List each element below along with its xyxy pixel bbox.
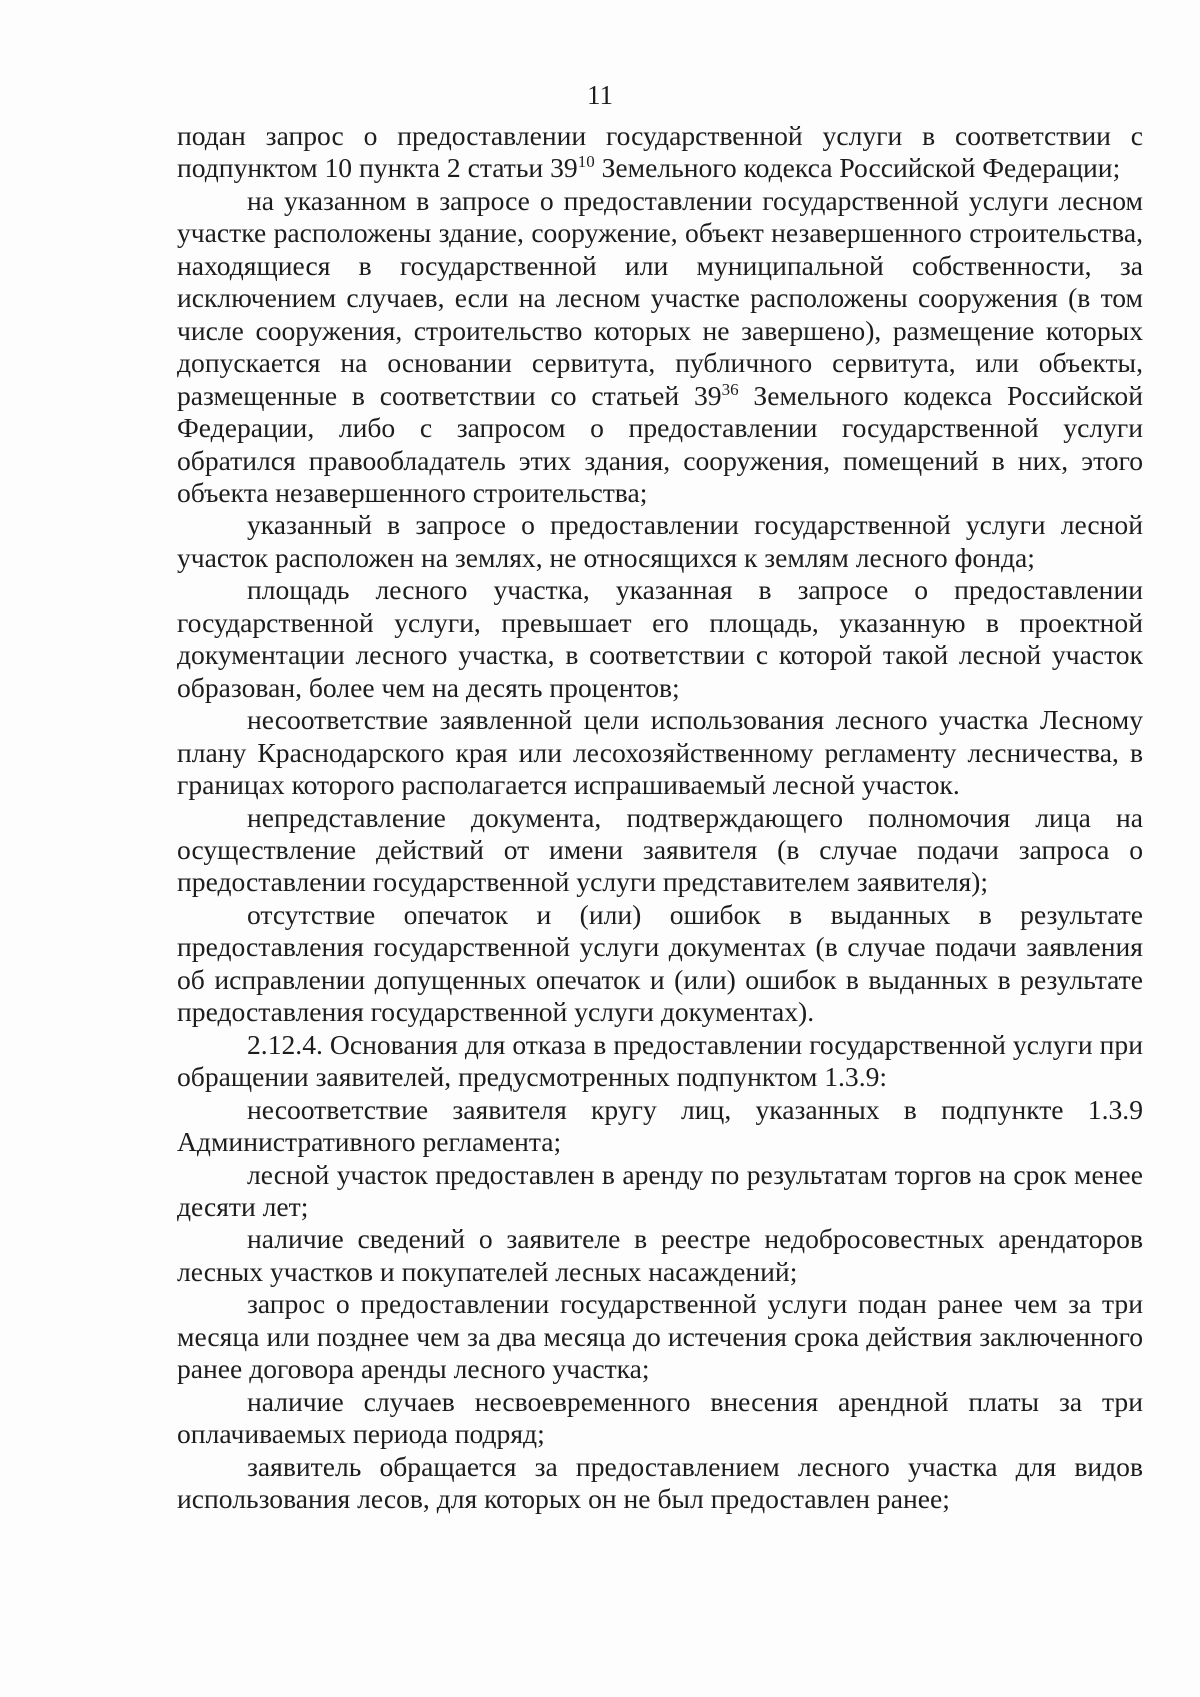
paragraph-text: площадь лесного участка, указанная в запросе о предоставлении государственной услуги, превышает его площадь, указанную в проектной документации лесного участка, в соответствии с которой такой лесной участок образован, более чем на десять процентов; bbox=[177, 574, 1143, 703]
document-body bbox=[177, 120, 1143, 1515]
paragraph-text: наличие сведений о заявителе в реестре недобросовестных арендаторов лесных участков и покупателей лесных насаждений; bbox=[177, 1223, 1143, 1287]
paragraph bbox=[177, 899, 1143, 1029]
paragraph-text: непредставление документа, подтверждающего полномочия лица на осуществление действий от имени заявителя (в случае подачи запроса о предоставлении государственной услуги представителем заявителя); bbox=[177, 801, 1143, 898]
paragraph-text: наличие случаев несвоевременного внесения арендной платы за три оплачиваемых периода подряд; bbox=[177, 1385, 1143, 1450]
paragraph bbox=[177, 185, 1143, 510]
paragraph bbox=[177, 1451, 1143, 1516]
paragraph bbox=[177, 509, 1143, 574]
paragraph bbox=[177, 802, 1143, 899]
section-paragraph bbox=[177, 1029, 1143, 1094]
superscript: 10 bbox=[577, 152, 595, 172]
paragraph bbox=[177, 1288, 1143, 1385]
superscript: 36 bbox=[721, 379, 739, 399]
paragraph-text: отсутствие опечаток и (или) ошибок в выданных в результате предоставления государственной услуги документах (в случае подачи заявления об исправлении допущенных опечаток и (или) ошибок в выданных в результате предоставления государственной услуги документах). bbox=[177, 898, 1143, 1028]
paragraph-text: несоответствие заявителя кругу лиц, указанных в подпункте 1.3.9 Административного регламента; bbox=[177, 1093, 1143, 1158]
paragraph bbox=[177, 1223, 1143, 1288]
paragraph bbox=[177, 1159, 1143, 1224]
paragraph-text: на указанном в запросе о предоставлении государственной услуги лесном участке расположены здание, сооружение, объект незавершенного строительства, находящиеся в государственной или муниципальной собственности, за исключением случаев, если на лесном участке расположены сооружения (в том числе сооружения, строительство которых не завершено), размещение которых допускается на основании сервитута, публичного сервитута, или объекты, размещенные в соответствии со статьей 39 bbox=[177, 184, 1143, 411]
page-number: 11 bbox=[587, 80, 613, 110]
paragraph bbox=[177, 1094, 1143, 1159]
paragraph-text: запрос о предоставлении государственной услуги подан ранее чем за три месяца или позднее чем за два месяца до истечения срока действия заключенного ранее договора аренды лесного участка; bbox=[177, 1288, 1143, 1385]
paragraph bbox=[177, 1386, 1143, 1451]
paragraph-text: заявитель обращается за предоставлением лесного участка для видов использования лесов, для которых он не был предоставлен ранее; bbox=[177, 1450, 1143, 1515]
paragraph-text-continued: Земельного кодекса Российской Федерации, либо с запросом о предоставлении государственной услуги обратился правообладатель этих здания, сооружения, помещений в них, этого объекта незавершенного строительства; bbox=[177, 379, 1143, 508]
paragraph-text: указанный в запросе о предоставлении государственной услуги лесной участок расположен на землях, не относящихся к землям лесного фонда; bbox=[177, 509, 1143, 573]
paragraph-text: лесной участок предоставлен в аренду по результатам торгов на срок менее десяти лет; bbox=[177, 1158, 1143, 1222]
paragraph bbox=[177, 120, 1143, 185]
paragraph bbox=[177, 574, 1143, 704]
paragraph-text: подан запрос о предоставлении государственной услуги в соответствии с подпунктом 10 пункта 2 статьи 39 bbox=[177, 120, 1143, 184]
paragraph-text: 2.12.4. Основания для отказа в предоставлении государственной услуги при обращении заявителей, предусмотренных подпунктом 1.3.9: bbox=[177, 1028, 1143, 1093]
paragraph-text-continued: Земельного кодекса Российской Федерации; bbox=[594, 152, 1121, 184]
paragraph bbox=[177, 704, 1143, 801]
paragraph-text: несоответствие заявленной цели использования лесного участка Лесному плану Краснодарского края или лесохозяйственному регламенту лесничества, в границах которого располагается испрашиваемый лесной участок. bbox=[177, 704, 1143, 801]
